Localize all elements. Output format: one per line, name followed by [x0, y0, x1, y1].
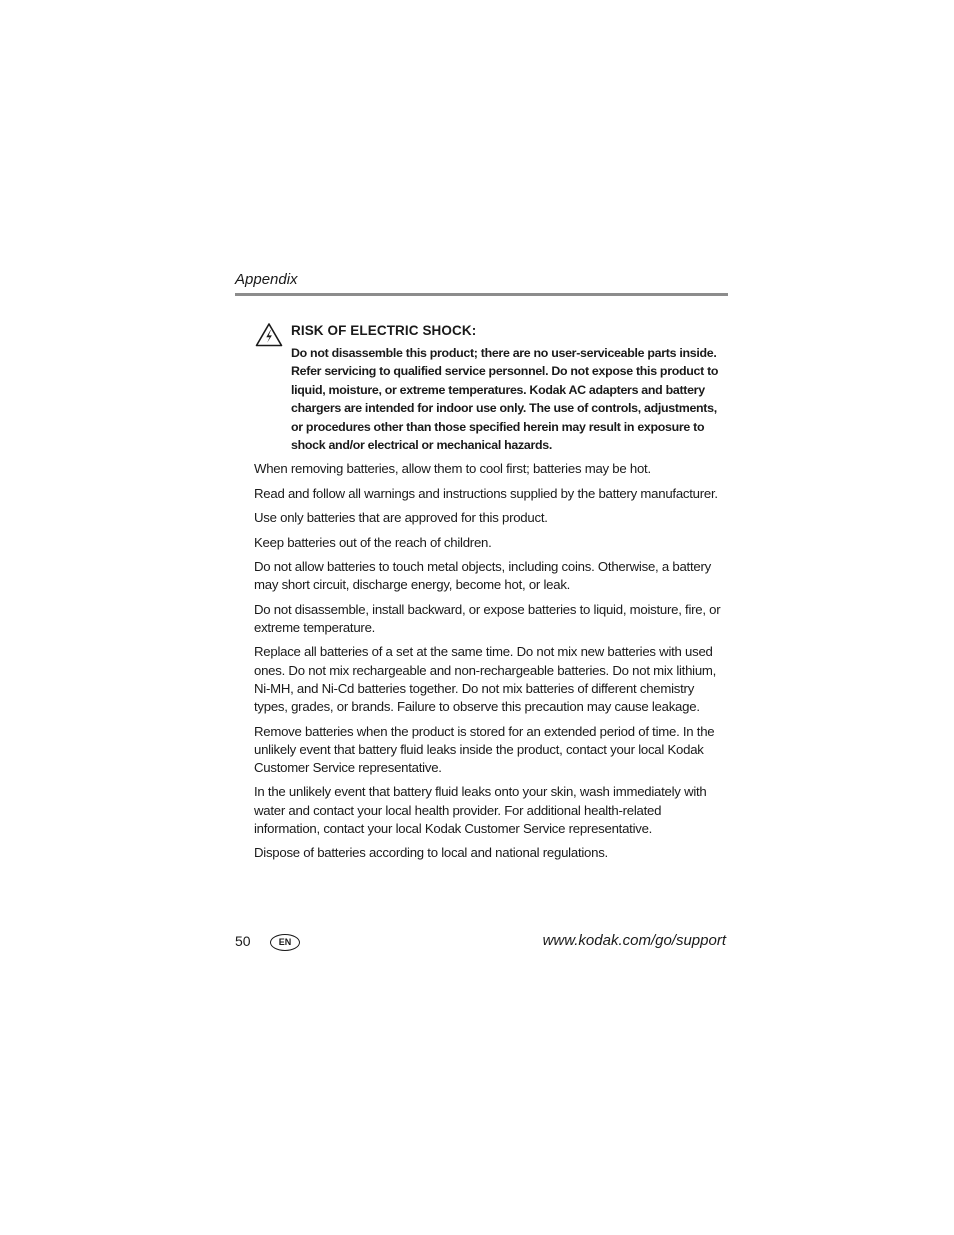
battery-safety-paragraph: Use only batteries that are approved for this product.: [254, 510, 548, 525]
warning-title: RISK OF ELECTRIC SHOCK:: [291, 323, 477, 338]
battery-safety-paragraph: Remove batteries when the product is stored for an extended period of time. In the unlikely event that battery fluid leaks inside the product, contact your local Kodak Customer Service representative.: [254, 723, 715, 775]
page-header: [235, 270, 728, 296]
battery-safety-paragraph: Dispose of batteries according to local and national regulations.: [254, 845, 608, 861]
header-divider: [235, 293, 728, 296]
electric-shock-warning-icon: [255, 322, 283, 348]
warning-body: Do not disassemble this product; there are no user-serviceable parts inside. Refer servicing to qualified service personnel. Do not expose this product to liquid, moisture, or extreme temperatures. Kodak AC adapters and battery chargers are intended for indoor use only. The use of controls, adjustments, or procedures other than those specified herein may result in exposure to shock and/or electrical or mechanical hazards.: [291, 346, 719, 453]
section-title: Appendix: [235, 271, 298, 288]
page-number: 50: [235, 933, 251, 949]
battery-safety-paragraph: Replace all batteries of a set at the same time. Do not mix new batteries with used ones. Do not mix rechargeable and non-rechargeable batteries. Do not mix lithium, Ni-MH, and Ni-Cd batteries together. Do not mix batteries of different chemistry types, grades, or brands. Failure to observe this precaution may cause leakage.: [254, 644, 717, 715]
battery-safety-paragraph: When removing batteries, allow them to cool first; batteries may be hot.: [254, 461, 651, 476]
battery-safety-paragraph: Do not allow batteries to touch metal objects, including coins. Otherwise, a battery may short circuit, discharge energy, become hot, or leak.: [254, 559, 711, 593]
support-url: www.kodak.com/go/support: [542, 932, 726, 949]
battery-safety-paragraph: Keep batteries out of the reach of children.: [254, 534, 492, 550]
battery-safety-list: [254, 460, 730, 869]
battery-safety-paragraph: In the unlikely event that battery fluid leaks onto your skin, wash immediately with water and contact your local health provider. For additional health-related information, contact your local Kodak Customer Service representative.: [254, 784, 707, 836]
language-badge: EN: [270, 934, 300, 951]
page-footer: [235, 930, 726, 954]
battery-safety-paragraph: Do not disassemble, install backward, or expose batteries to liquid, moisture, fire, or extreme temperature.: [254, 601, 721, 635]
electric-shock-warning: [255, 322, 730, 454]
battery-safety-paragraph: Read and follow all warnings and instructions supplied by the battery manufacturer.: [254, 485, 718, 501]
